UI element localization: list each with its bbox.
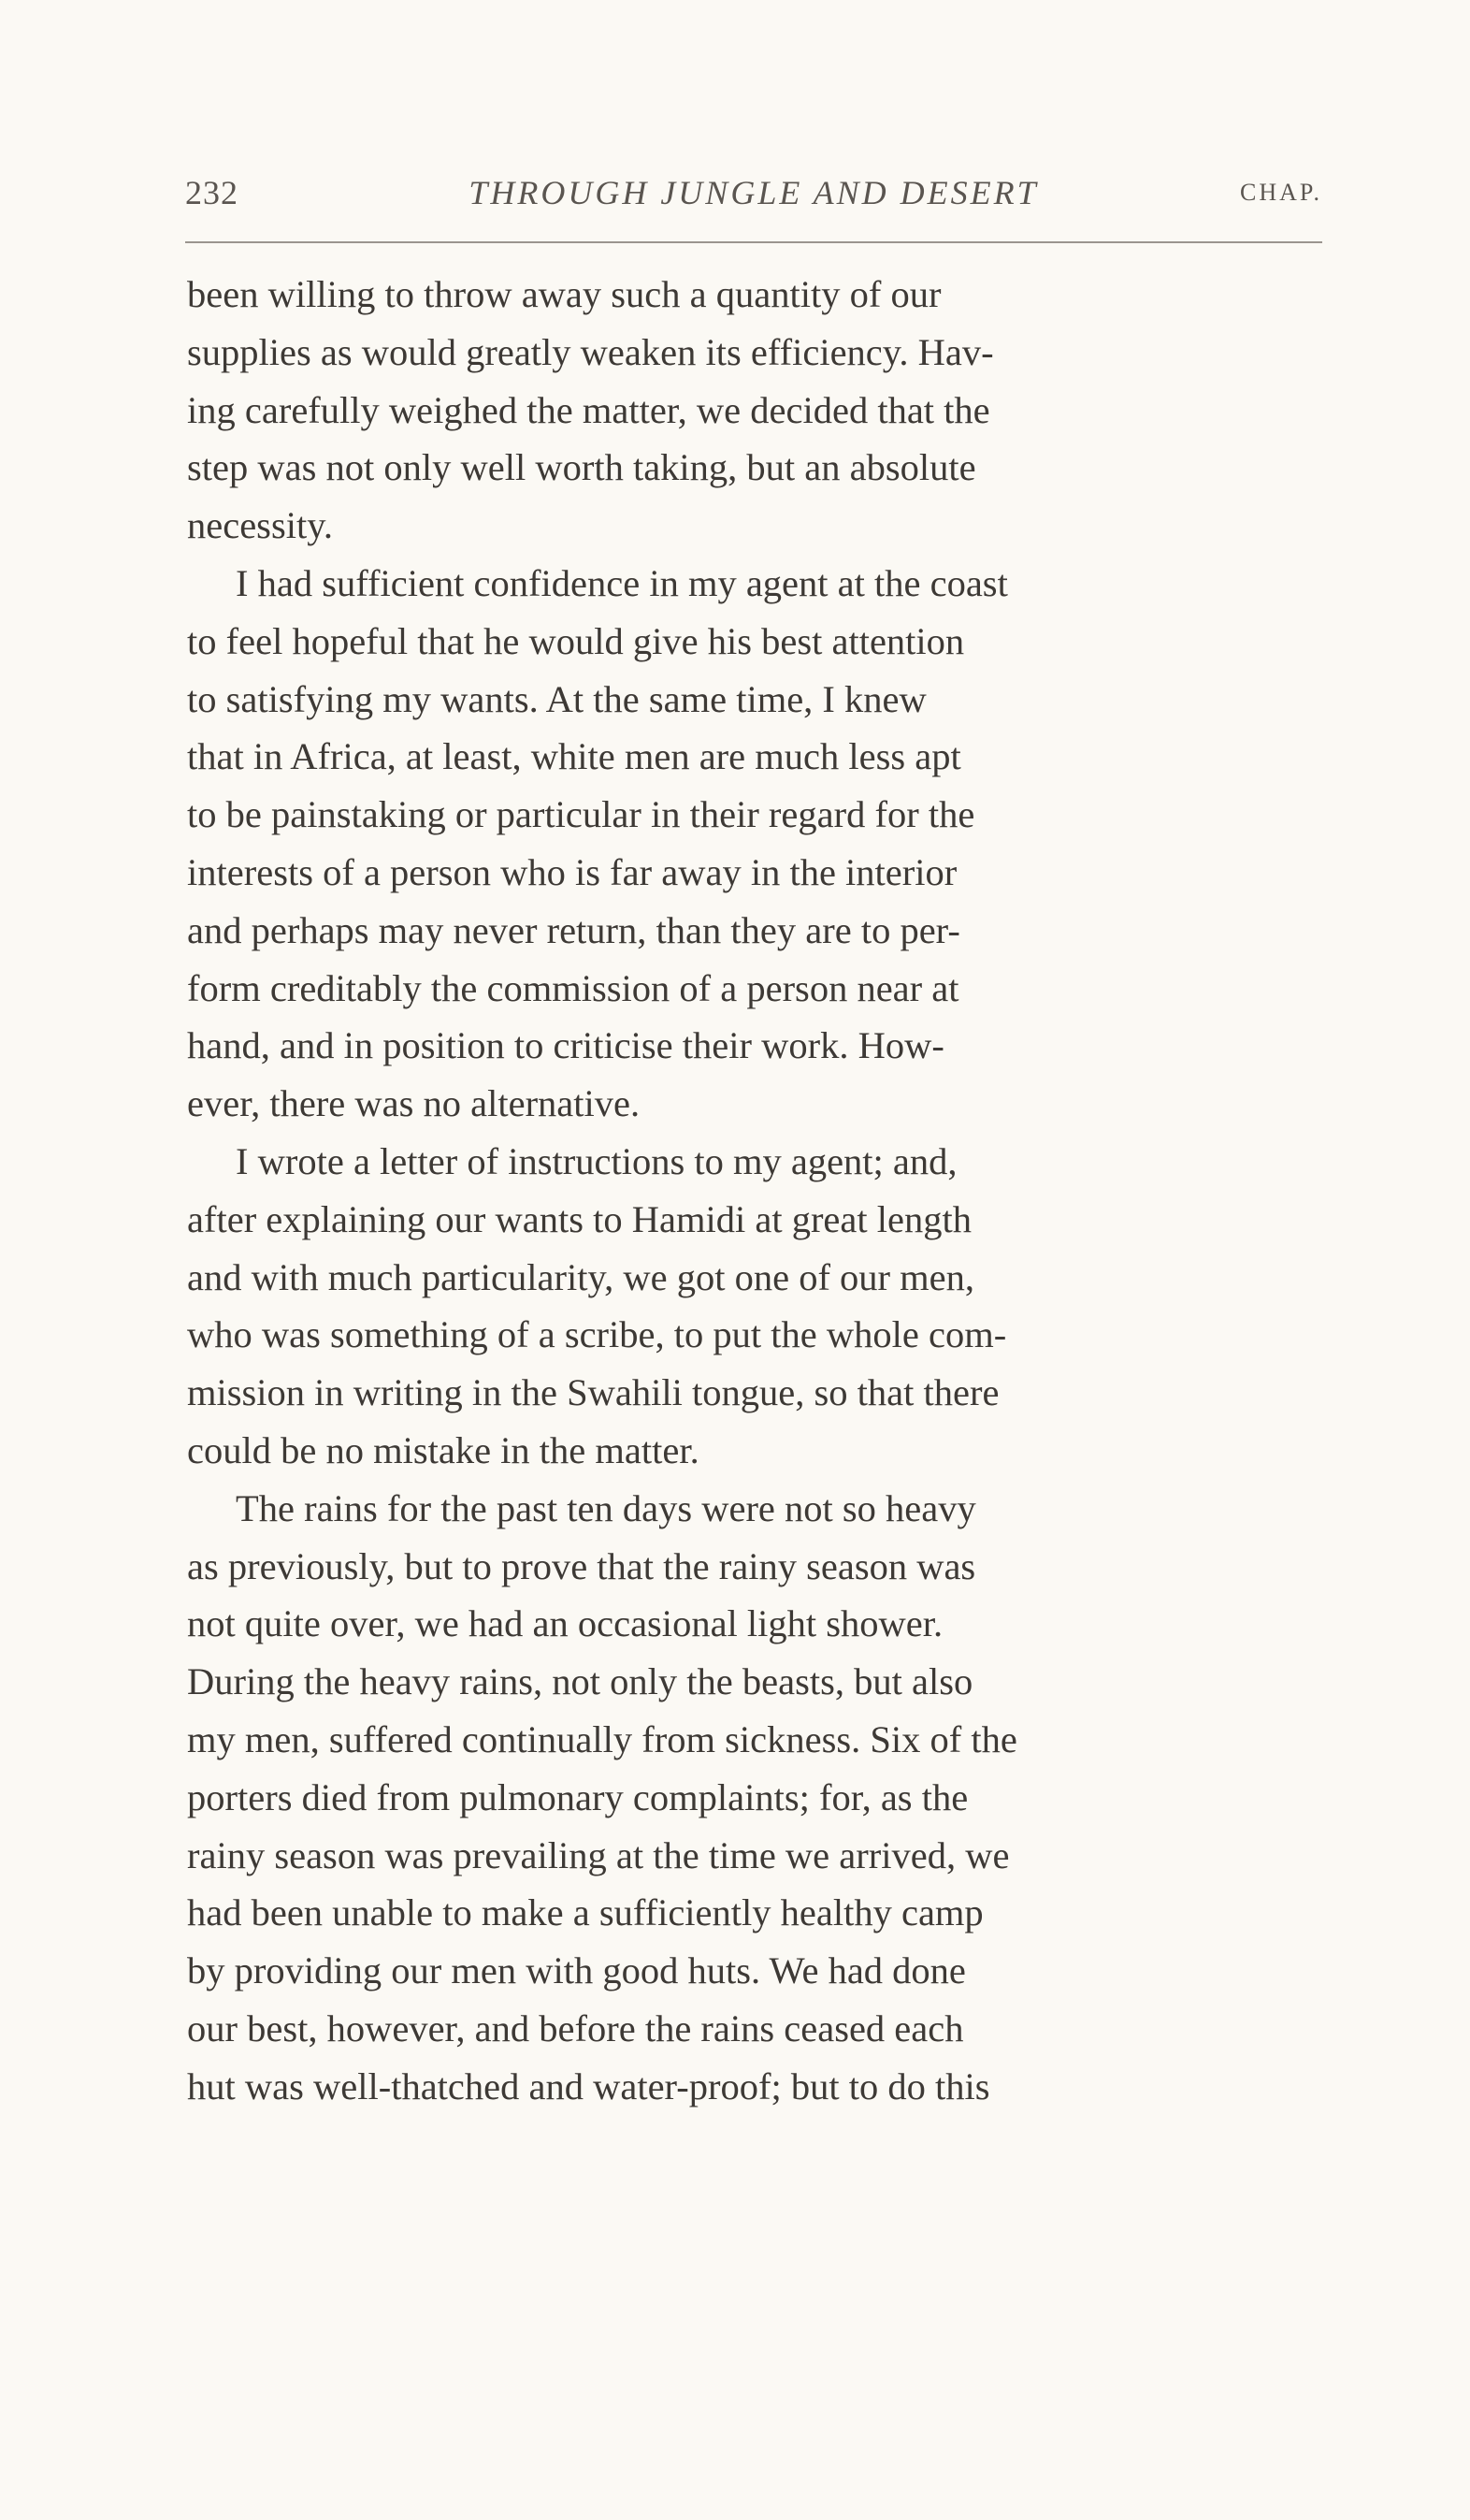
page-number: 232 [185, 174, 238, 211]
paragraph: I wrote a letter of instructions to my agent; and, after explaining our wants to Hamidi at great length and with much particularity, we got one of our men, who was something of a scribe, to put the whole com- mission in writing in the Swahili tongue, so that there could be no mistake in the matter. [187, 1139, 1007, 1471]
header-rule [185, 241, 1322, 243]
paragraph-continuation: been willing to throw away such a quantity of our supplies as would greatly weaken its efficiency. Hav- ing carefully weighed the matter, we decided that the step was not only well worth taking, but an absolute necessity. [187, 273, 994, 547]
paragraph: I had sufficient confidence in my agent at the coast to feel hopeful that he would give his best attention to satisfying my wants. At the same time, I knew that in Africa, at least, white men are much less apt to be painstaking or particular in their regard for the interests of a person who is far away in the interior and perhaps may never return, than they are to per- form creditably the commission of a person near at hand, and in position to criticise their work. How- ever, there was no alternative. [187, 561, 1008, 1125]
paragraph: The rains for the past ten days were not so heavy as previously, but to prove that the rainy season was not quite over, we had an occasional light shower. During the heavy rains, not only the beasts, but also my men, suffered continually from sickness. Six of the porters died from pulmonary complaints; for, as the rainy season was prevailing at the time we arrived, we had been unable to make a sufficiently healthy camp by providing our men with good huts. We had done our best, however, and before the rains ceased each hut was well-thatched and water-proof; but to do this [187, 1486, 1017, 2107]
running-header [185, 173, 1322, 220]
chapter-label: CHAP. [1240, 179, 1322, 206]
body-text [187, 266, 1322, 2116]
running-title: THROUGH JUNGLE AND DESERT [468, 174, 1039, 211]
